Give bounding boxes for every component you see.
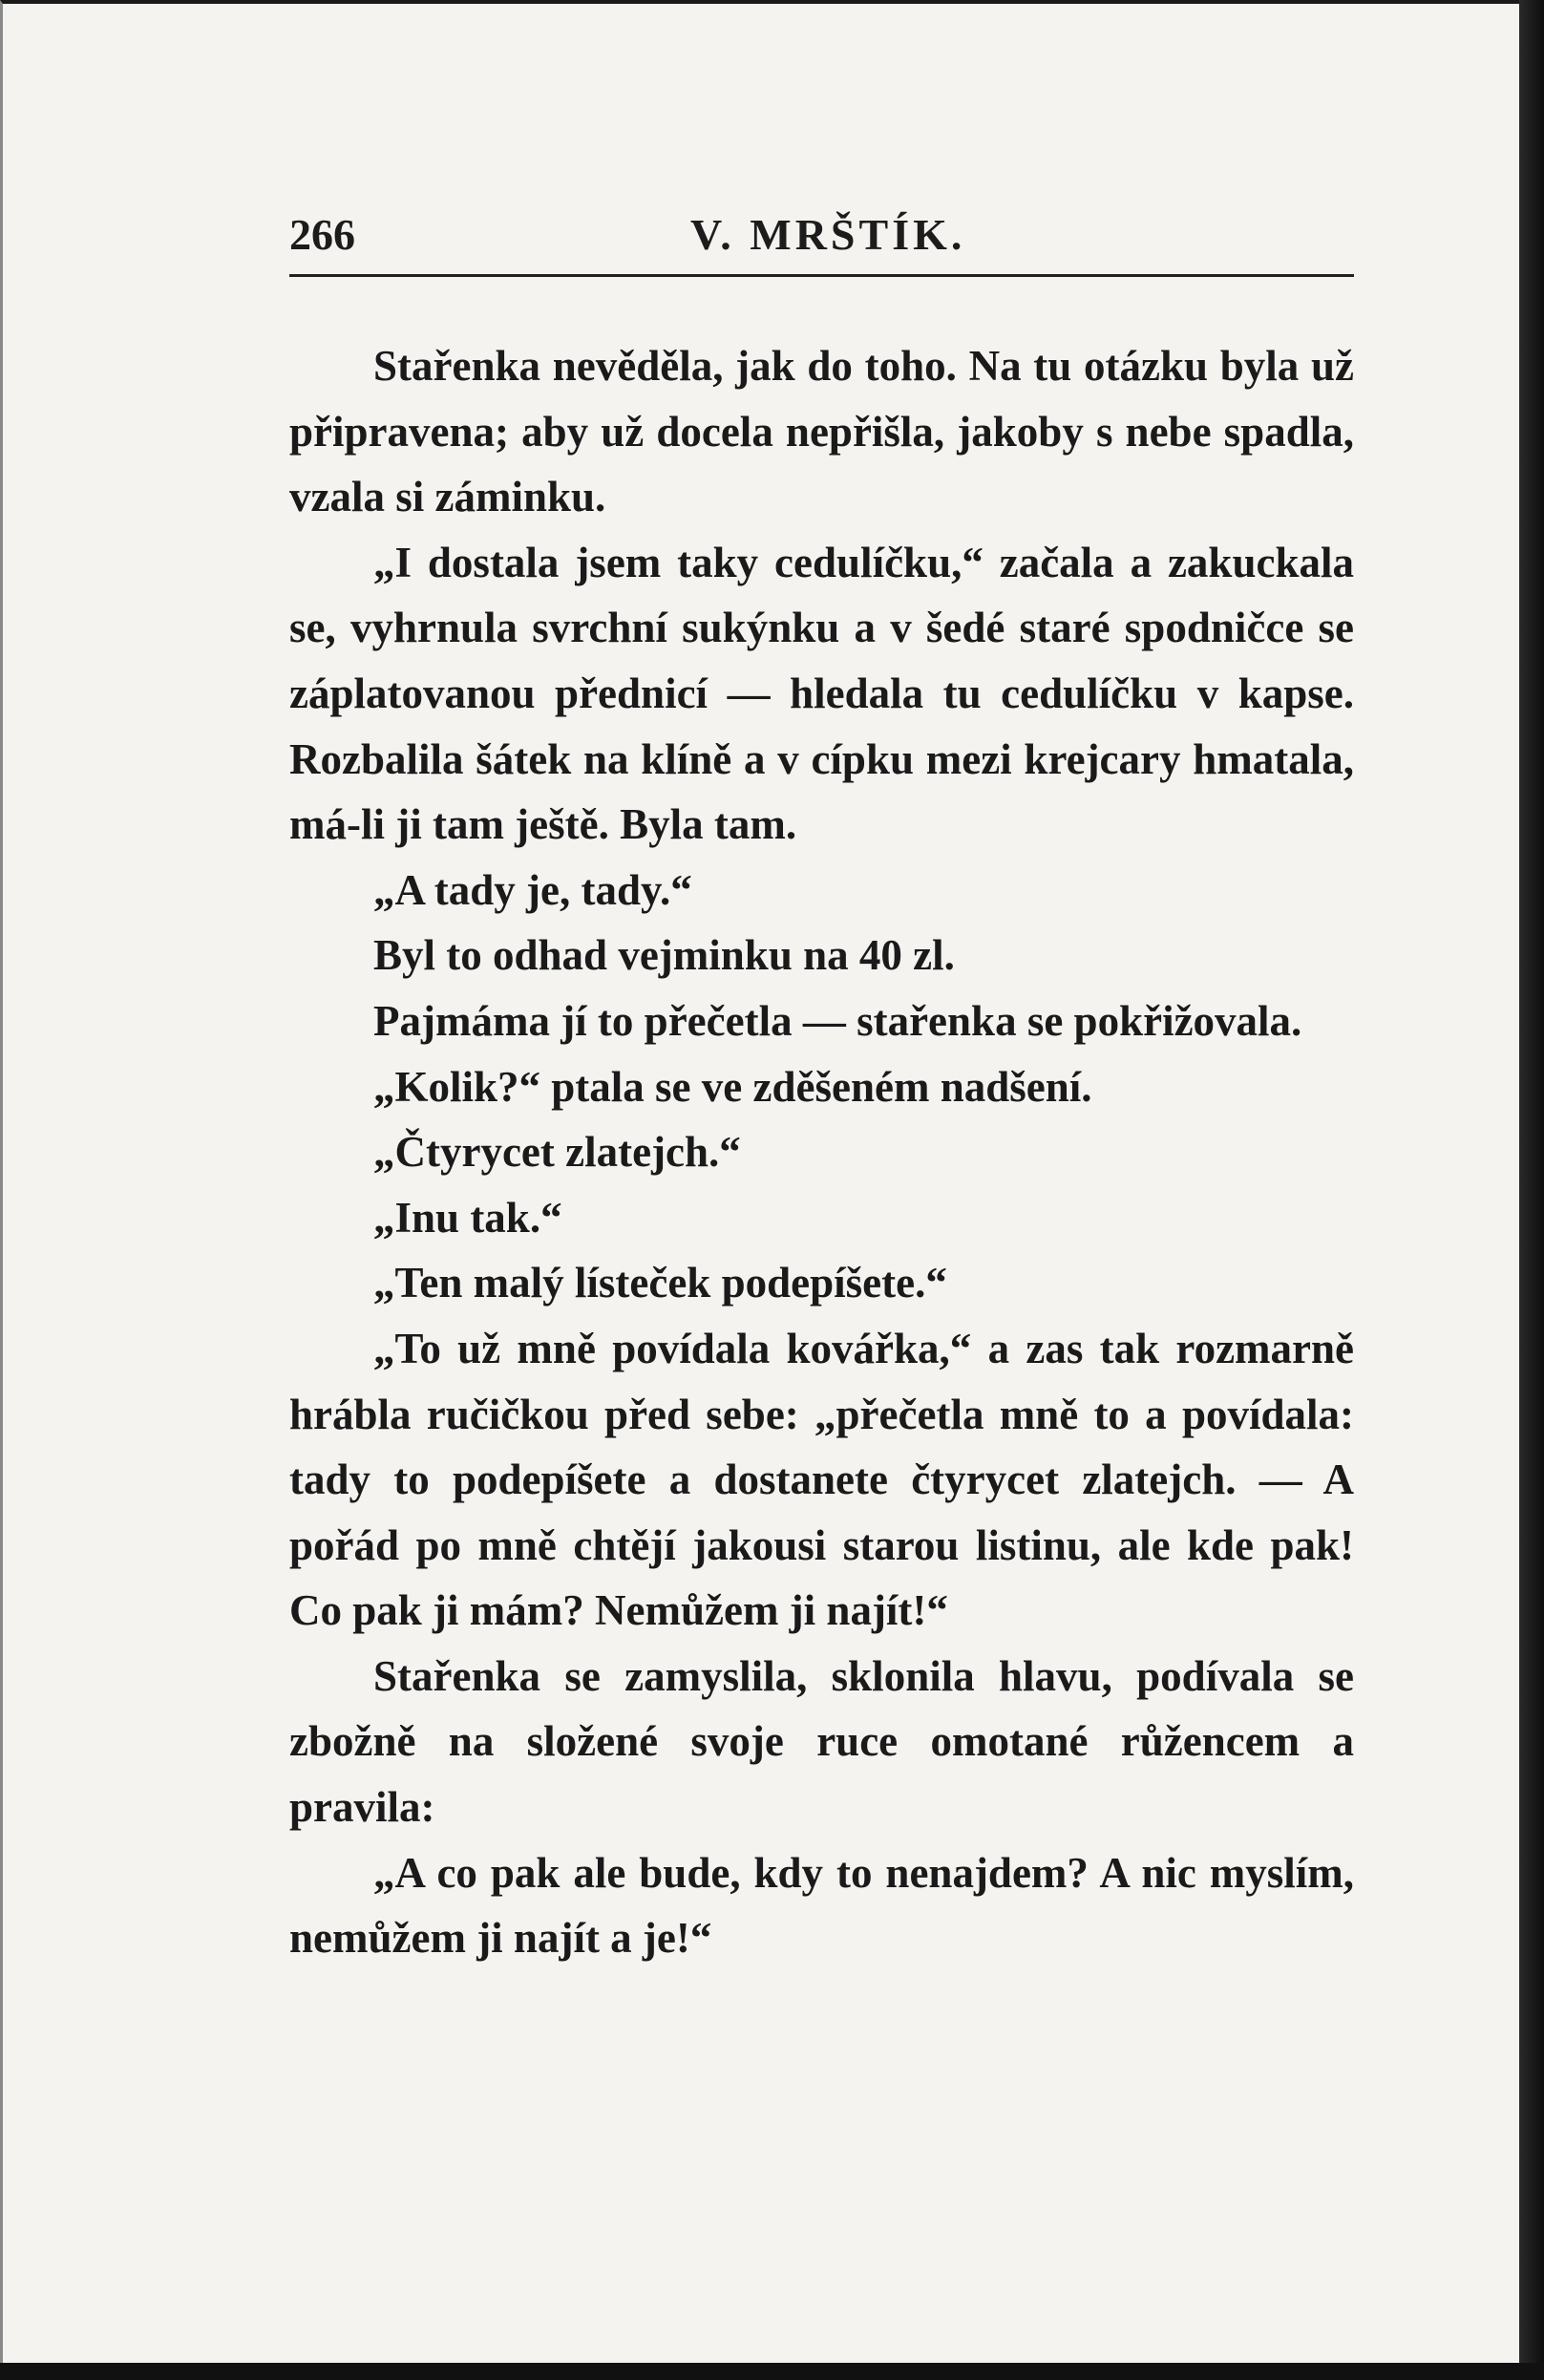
page-edge-shadow <box>1519 0 1544 2380</box>
page-bottom-edge <box>0 2363 1544 2380</box>
paragraph: „A co pak ale bude, kdy to nenajdem? A nic myslím, nemůžem ji najít a je!“ <box>289 1848 1354 1963</box>
paragraph: Stařenka se zamyslila, sklonila hlavu, podívala se zbožně na složené svoje ruce omotané růžencem a pravila: <box>289 1651 1354 1832</box>
paragraph: Byl to odhad vejminku na 40 zl. <box>373 931 955 980</box>
paragraph: „Čtyrycet zlatejch.“ <box>373 1128 741 1177</box>
paragraph: „I dostala jsem taky cedulíčku,“ začala a zakuckala se, vyhrnula svrchní sukýnku a v šedé staré spodničce se záplatovanou přednicí — hledala tu cedulíčku v kapse. Rozbalila šátek na klíně a v cípku mezi krejcary hmatala, má-li ji tam ještě. Byla tam. <box>289 538 1354 849</box>
paragraph: „Inu tak.“ <box>373 1193 562 1242</box>
page-header <box>289 200 1354 276</box>
paragraph: Stařenka nevěděla, jak do toho. Na tu otázku byla už připravena; aby už docela nepřišla, jakoby s nebe spadla, vzala si záminku. <box>289 342 1354 521</box>
paragraph: „To už mně povídala kovářka,“ a zas tak rozmarně hrábla ručičkou před sebe: „přečetla mně to a povídala: tady to podepíšete a dostanete čtyrycet zlatejch. — A pořád po mně chtějí jakousi starou listinu, ale kde pak! Co pak ji mám? Nemůžem ji najít!“ <box>289 1324 1354 1635</box>
body-text <box>289 333 1354 1971</box>
header-rule <box>289 274 1354 277</box>
paragraph: „A tady je, tady.“ <box>373 865 692 914</box>
paragraph: „Ten malý lísteček podepíšete.“ <box>373 1259 947 1307</box>
paragraph: „Kolik?“ ptala se ve zděšeném nadšení. <box>373 1062 1092 1111</box>
page-number: 266 <box>289 210 355 259</box>
running-head: V. MRŠTÍK. <box>690 210 966 259</box>
paragraph: Pajmáma jí to přečetla — stařenka se pokřižovala. <box>373 996 1302 1045</box>
